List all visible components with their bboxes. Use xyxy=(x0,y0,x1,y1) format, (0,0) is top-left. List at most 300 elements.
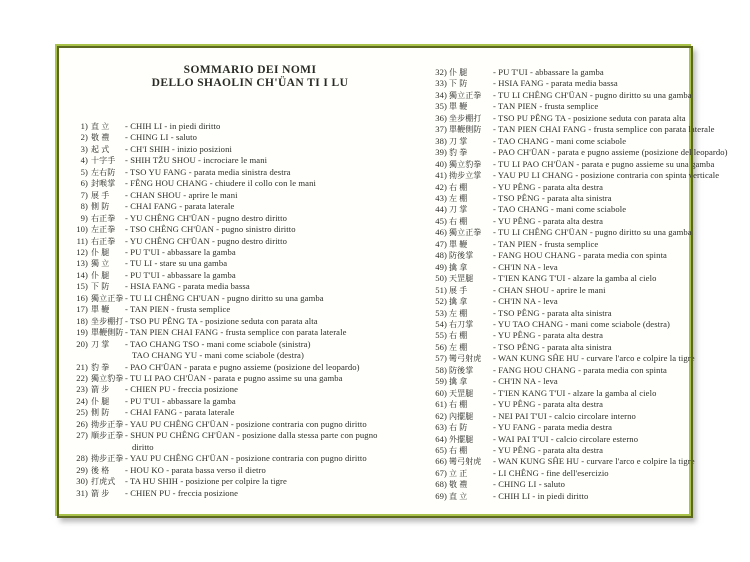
list-item xyxy=(427,136,687,147)
list-item xyxy=(427,308,687,319)
item-chinese-characters: 下 防 xyxy=(449,79,468,89)
item-chinese-characters: 單 鞭 xyxy=(449,239,468,249)
item-text xyxy=(493,136,687,147)
list-item xyxy=(71,476,423,487)
item-romanization-and-translation: - CH'I SHIH - inizio posizioni xyxy=(125,143,232,154)
item-chinese-characters: 彎弓射虎 xyxy=(449,354,482,364)
item-chinese-characters: 後 格 xyxy=(91,465,110,475)
item-text xyxy=(125,373,423,384)
item-text xyxy=(125,453,423,464)
item-chinese-characters: 獨立豹拳 xyxy=(91,373,124,383)
item-romanization-and-translation: - NEI PAI T'UI - calcio circolare interno xyxy=(493,410,636,421)
list-item xyxy=(71,258,423,269)
item-romanization-and-translation: - YAU PU CHÊNG CH'ÜAN - posizione contraria con pugno diritto xyxy=(125,453,367,464)
item-chinese-characters: 豹 拳 xyxy=(91,362,110,372)
item-number: 22) xyxy=(76,372,88,383)
item-text xyxy=(125,339,423,362)
list-item xyxy=(427,216,687,227)
list-item xyxy=(71,293,423,304)
name-list-right-column xyxy=(427,67,728,502)
item-text xyxy=(125,396,423,407)
item-romanization-and-translation: - TU LI - stare su una gamba xyxy=(125,258,228,269)
item-chinese-characters: 刀 掌 xyxy=(449,205,468,215)
item-number: 8) xyxy=(80,201,88,212)
item-romanization-and-translation: - CHING LI - saluto xyxy=(125,132,198,143)
item-text xyxy=(125,258,423,269)
item-text xyxy=(493,113,687,124)
item-text xyxy=(493,330,687,341)
list-item xyxy=(427,113,687,124)
item-number: 17) xyxy=(76,304,88,315)
item-text xyxy=(493,445,687,456)
item-chinese-characters: 擒 拿 xyxy=(449,377,468,387)
list-item xyxy=(427,479,687,490)
item-text xyxy=(493,227,692,238)
item-text xyxy=(125,167,423,178)
item-romanization-and-translation: - YU PÊNG - parata alta destra xyxy=(493,181,604,192)
item-chinese-characters: 右 防 xyxy=(449,423,468,433)
item-text xyxy=(125,201,423,212)
item-romanization-and-translation: - PU T'UI - abbassare la gamba xyxy=(125,246,236,257)
item-romanization-and-translation: - YU PÊNG - parata alta destra xyxy=(493,330,604,341)
item-romanization-and-translation: - TSO PÊNG - parata alta sinistra xyxy=(493,341,612,352)
item-chinese-characters: 箭 步 xyxy=(91,385,110,395)
item-chinese-characters: 拗步正拳 xyxy=(91,454,124,464)
item-romanization-and-translation: - CH'IN NA - leva xyxy=(493,296,558,307)
item-romanization-and-translation: - TU LI PAO CH'ÜAN - parata e pugno assime su una gamba xyxy=(125,372,343,383)
item-romanization-and-translation: - HOU KO - parata bassa verso il dietro xyxy=(125,464,266,475)
item-romanization-and-translation: - SHUN PU CHÊNG CH'ÜAN - posizione dalla stessa parte con pugno xyxy=(125,430,378,441)
item-number: 43) xyxy=(435,192,447,203)
item-chinese-characters: 起 式 xyxy=(91,144,110,154)
item-number: 18) xyxy=(76,315,88,326)
item-chinese-characters: 豹 拳 xyxy=(449,148,468,158)
list-item xyxy=(427,78,687,89)
item-romanization-and-translation: - TA HU SHIH - posizione per colpire la tigre xyxy=(125,476,287,487)
list-item xyxy=(427,342,687,353)
list-item xyxy=(427,399,687,410)
item-number: 68) xyxy=(435,479,447,490)
list-item xyxy=(71,224,423,235)
item-chinese-characters: 右正拳 xyxy=(91,236,116,246)
item-number: 10) xyxy=(76,224,88,235)
list-item xyxy=(71,430,423,453)
item-number: 31) xyxy=(76,487,88,498)
list-item xyxy=(427,296,687,307)
item-text xyxy=(493,273,687,284)
list-item xyxy=(427,170,720,181)
list-item xyxy=(71,419,423,430)
item-text xyxy=(125,465,423,476)
item-chinese-characters: 左 棚 xyxy=(449,308,468,318)
list-item xyxy=(427,147,728,158)
item-number: 57) xyxy=(435,353,447,364)
item-text xyxy=(493,456,695,467)
item-number: 59) xyxy=(435,376,447,387)
item-text xyxy=(493,308,687,319)
item-text xyxy=(493,296,687,307)
item-text xyxy=(125,476,423,487)
item-text xyxy=(493,399,687,410)
item-romanization-and-translation: - YAU PU LI CHANG - posizione contraria con spinta verticale xyxy=(493,170,720,181)
list-item xyxy=(71,178,423,189)
item-romanization-and-translation: - SHIH TŽU SHOU - incrociare le mani xyxy=(125,155,268,166)
item-text xyxy=(493,182,687,193)
list-item xyxy=(427,491,687,502)
list-item xyxy=(71,396,423,407)
item-romanization-and-translation: - T'IEN KANG T'UI - alzare la gamba al cielo xyxy=(493,273,657,284)
item-text xyxy=(125,224,423,235)
item-text xyxy=(125,132,423,143)
item-chinese-characters: 側 防 xyxy=(91,202,110,212)
item-text xyxy=(125,213,423,224)
item-number: 54) xyxy=(435,318,447,329)
item-number: 14) xyxy=(76,269,88,280)
item-romanization-and-translation: - FANG HOU CHANG - parata media con spinta xyxy=(493,250,667,261)
item-number: 23) xyxy=(76,384,88,395)
item-romanization-and-translation: - LI CHÊNG - fine dell'esercizio xyxy=(493,467,609,478)
list-item xyxy=(427,227,692,238)
list-item xyxy=(427,204,687,215)
item-chinese-characters: 擒 拿 xyxy=(449,262,468,272)
item-romanization-and-translation: - TSO PU PÊNG TA - posizione seduta con parata alta xyxy=(125,315,318,326)
list-item xyxy=(71,247,423,258)
item-chinese-characters: 立 正 xyxy=(449,468,468,478)
item-chinese-characters: 敬 禮 xyxy=(91,133,110,143)
item-number: 26) xyxy=(76,418,88,429)
list-item xyxy=(427,468,687,479)
item-text xyxy=(125,270,423,281)
list-item xyxy=(427,89,692,101)
list-item xyxy=(427,353,695,364)
item-number: 55) xyxy=(435,330,447,341)
list-item xyxy=(71,213,423,224)
item-number: 39) xyxy=(435,147,447,158)
item-text xyxy=(493,262,687,273)
item-romanization-and-translation: - FANG HOU CHANG - parata media con spinta xyxy=(493,364,667,375)
list-item xyxy=(427,285,687,296)
list-item xyxy=(427,434,687,445)
item-romanization-and-translation: - TSO PÊNG - parata alta sinistra xyxy=(493,307,612,318)
page-title-line1: SOMMARIO DEI NOMI xyxy=(183,64,317,76)
item-romanization-and-translation: - CHIH LI - in piedi diritto xyxy=(125,121,221,131)
item-chinese-characters: 右 棚 xyxy=(449,182,468,192)
item-chinese-characters: 彎弓射虎 xyxy=(449,457,482,467)
item-text xyxy=(125,293,423,304)
item-text xyxy=(493,170,719,181)
item-number: 65) xyxy=(435,444,447,455)
item-number: 37) xyxy=(435,124,447,135)
item-number: 19) xyxy=(76,327,88,338)
item-chinese-characters: 封喉掌 xyxy=(91,179,116,189)
item-number: 24) xyxy=(76,395,88,406)
item-chinese-characters: 內擺腿 xyxy=(449,411,474,421)
item-text xyxy=(125,430,423,453)
item-chinese-characters: 仆 腿 xyxy=(91,247,110,257)
item-romanization-and-translation: - WAI PAI T'UI - calcio circolare esterno xyxy=(493,433,639,444)
item-romanization-and-translation: - YU PÊNG - parata alta destra xyxy=(493,399,604,410)
list-item xyxy=(427,376,687,387)
item-number: 64) xyxy=(435,433,447,444)
item-chinese-characters: 左 棚 xyxy=(449,193,468,203)
item-chinese-characters: 擒 拿 xyxy=(449,297,468,307)
item-chinese-characters: 右 棚 xyxy=(449,331,468,341)
item-romanization-and-translation: - CHAI FANG - parata laterale xyxy=(125,407,235,418)
item-text xyxy=(493,422,687,433)
item-chinese-characters: 刀 掌 xyxy=(449,136,468,146)
list-item xyxy=(427,330,687,341)
item-text xyxy=(125,488,423,499)
list-item xyxy=(427,67,687,78)
item-number: 32) xyxy=(435,67,447,77)
item-chinese-characters: 展 手 xyxy=(449,285,468,295)
item-romanization-and-translation: - YU CHÊNG CH'ÜAN - pugno destro diritto xyxy=(125,212,288,223)
item-text xyxy=(493,250,687,261)
item-romanization-and-translation: - TAO CHANG - mani come sciabole xyxy=(493,135,627,146)
list-item xyxy=(427,411,687,422)
item-text xyxy=(493,388,687,399)
item-chinese-characters: 直 立 xyxy=(91,122,110,131)
item-chinese-characters: 敬 禮 xyxy=(449,480,468,490)
item-text xyxy=(125,407,423,418)
item-romanization-and-translation: - TSO PU PÊNG TA - posizione seduta con parata alta xyxy=(493,112,686,123)
item-chinese-characters: 拗步正拳 xyxy=(91,419,124,429)
list-item xyxy=(71,362,423,373)
item-text xyxy=(493,239,687,250)
item-chinese-characters: 左 棚 xyxy=(449,342,468,352)
item-romanization-and-translation: - HSIA FANG - parata media bassa xyxy=(493,78,618,89)
item-romanization-and-translation: - TU LI CHÊNG CH'UAN - pugno diritto su una gamba xyxy=(125,292,324,303)
item-romanization-and-translation: - YU FANG - parata media destra xyxy=(493,422,613,433)
item-chinese-characters: 仆 腿 xyxy=(91,396,110,406)
item-number: 16) xyxy=(76,292,88,303)
item-number: 25) xyxy=(76,407,88,418)
item-chinese-characters: 刀 掌 xyxy=(91,339,110,349)
item-chinese-characters: 右 棚 xyxy=(449,400,468,410)
item-romanization-and-translation: - PAO CH'ÜAN - parata e pugno assieme (posizione del leopardo) xyxy=(493,147,728,158)
item-text-continuation: diritto xyxy=(132,441,154,452)
item-romanization-and-translation: - TSO CHÊNG CH'ÜAN - pugno sinistro diritto xyxy=(125,224,296,235)
item-chinese-characters: 下 防 xyxy=(91,282,110,292)
item-chinese-characters: 仆 腿 xyxy=(449,68,468,77)
item-text xyxy=(493,285,687,296)
item-chinese-characters: 天罡腿 xyxy=(449,274,474,284)
list-item xyxy=(71,373,423,384)
item-chinese-characters: 獨立豹拳 xyxy=(449,159,482,169)
item-text xyxy=(493,479,687,490)
item-romanization-and-translation: - CH'IN NA - leva xyxy=(493,376,558,387)
item-chinese-characters: 防後掌 xyxy=(449,365,474,375)
list-item xyxy=(427,158,715,170)
item-text xyxy=(125,121,423,132)
item-chinese-characters: 直 立 xyxy=(449,491,468,501)
item-text xyxy=(493,101,687,112)
item-chinese-characters: 拗步立掌 xyxy=(449,171,482,181)
item-number: 44) xyxy=(435,204,447,215)
item-chinese-characters: 單 鞭 xyxy=(91,305,110,315)
list-item xyxy=(71,384,423,395)
item-text xyxy=(493,342,687,353)
item-romanization-and-translation: - PU T'UI - abbassare la gamba xyxy=(493,67,604,77)
list-item xyxy=(71,167,423,178)
item-romanization-and-translation: - CHIEN PU - freccia posizione xyxy=(125,487,239,498)
list-item xyxy=(71,327,423,338)
item-text xyxy=(125,384,423,395)
item-chinese-characters: 側 防 xyxy=(91,408,110,418)
item-text xyxy=(493,78,687,89)
item-romanization-and-translation: - WAN KUNG SĤE HU - curvare l'arco e colpire la tigre xyxy=(493,353,695,364)
item-text xyxy=(493,411,687,422)
item-romanization-and-translation: - WAN KUNG SĤE HU - curvare l'arco e colpire la tigre xyxy=(493,456,695,467)
item-chinese-characters: 坐步棚打 xyxy=(91,316,124,326)
list-item xyxy=(71,281,423,292)
document-page xyxy=(55,44,728,516)
item-romanization-and-translation: - PU T'UI - abbassare la gamba xyxy=(125,395,236,406)
item-number: 6) xyxy=(80,178,88,189)
item-number: 41) xyxy=(435,170,447,181)
page-title xyxy=(85,64,415,90)
item-text xyxy=(125,419,423,430)
item-romanization-and-translation: - TAO CHANG TSO - mani come sciabole (sinistra) xyxy=(125,338,311,349)
item-number: 35) xyxy=(435,101,447,112)
list-item xyxy=(71,201,423,212)
list-item xyxy=(71,121,423,132)
item-number: 53) xyxy=(435,307,447,318)
item-text xyxy=(493,193,687,204)
item-number: 34) xyxy=(435,89,447,100)
item-romanization-and-translation: - CHIEN PU - freccia posizione xyxy=(125,384,239,395)
list-item xyxy=(427,365,687,376)
item-romanization-and-translation: - YU PÊNG - parata alta destra xyxy=(493,444,604,455)
item-text xyxy=(493,434,687,445)
list-item xyxy=(71,465,423,476)
list-item xyxy=(427,319,687,330)
item-number: 33) xyxy=(435,78,447,89)
item-romanization-and-translation: - TAN PIEN - frusta semplice xyxy=(493,101,599,112)
item-text xyxy=(493,491,687,502)
item-number: 66) xyxy=(435,456,447,467)
list-item xyxy=(427,239,687,250)
list-item xyxy=(427,456,695,467)
item-romanization-and-translation: - PU T'UI - abbassare la gamba xyxy=(125,269,236,280)
list-item xyxy=(71,407,423,418)
item-chinese-characters: 打虎式 xyxy=(91,477,116,487)
item-text xyxy=(125,362,423,373)
item-chinese-characters: 右 棚 xyxy=(449,216,468,226)
item-text xyxy=(125,144,423,155)
item-number: 5) xyxy=(80,166,88,177)
list-item xyxy=(427,422,687,433)
item-romanization-and-translation: - TU LI CHÊNG CH'ÜAN - pugno diritto su una gamba xyxy=(493,89,692,100)
item-text xyxy=(493,159,714,170)
item-text xyxy=(493,67,687,78)
item-chinese-characters: 右正拳 xyxy=(91,213,116,223)
item-number: 12) xyxy=(76,246,88,257)
list-item xyxy=(71,316,423,327)
item-romanization-and-translation: - CHAI FANG - parata laterale xyxy=(125,201,235,212)
list-item xyxy=(71,453,423,464)
item-chinese-characters: 左正拳 xyxy=(91,225,116,235)
item-text xyxy=(493,216,687,227)
item-number: 46) xyxy=(435,227,447,238)
item-number: 51) xyxy=(435,284,447,295)
item-chinese-characters: 單 鞭 xyxy=(449,102,468,112)
item-text xyxy=(493,319,687,330)
list-item xyxy=(427,193,687,204)
item-chinese-characters: 展 手 xyxy=(91,190,110,200)
item-romanization-and-translation: - CHAN SHOU - aprire le mani xyxy=(125,189,238,200)
item-romanization-and-translation: - YAU PU CHÊNG CH'ÜAN - posizione contraria con pugno diritto xyxy=(125,418,367,429)
item-romanization-and-translation: - TAN PIEN - frusta semplice xyxy=(493,238,599,249)
item-romanization-and-translation: - HSIA FANG - parata media bassa xyxy=(125,281,250,292)
item-text xyxy=(125,236,423,247)
item-romanization-and-translation: - TAO CHANG - mani come sciabole xyxy=(493,204,627,215)
item-romanization-and-translation: - CH'IN NA - leva xyxy=(493,261,558,272)
item-romanization-and-translation: - YU TAO CHANG - mani come sciabole (destra) xyxy=(493,318,670,329)
item-text xyxy=(125,316,423,327)
item-chinese-characters: 獨立正拳 xyxy=(91,293,124,303)
item-text xyxy=(493,147,728,158)
item-number: 67) xyxy=(435,467,447,478)
item-number: 38) xyxy=(435,135,447,146)
item-chinese-characters: 單鞭側防 xyxy=(91,328,124,338)
item-number: 27) xyxy=(76,430,88,441)
item-number: 40) xyxy=(435,158,447,169)
item-number: 48) xyxy=(435,250,447,261)
list-item xyxy=(71,144,423,155)
item-romanization-and-translation: - TU LI PAO CH'ÜAN - parata e pugno assieme su una gamba xyxy=(493,158,715,169)
item-chinese-characters: 左右防 xyxy=(91,167,116,177)
item-chinese-characters: 仆 腿 xyxy=(91,270,110,280)
item-number: 13) xyxy=(76,258,88,269)
item-text xyxy=(125,304,423,315)
item-romanization-and-translation: - FÊNG HOU CHANG - chiudere il collo con le mani xyxy=(125,178,316,189)
item-number: 29) xyxy=(76,464,88,475)
item-number: 49) xyxy=(435,261,447,272)
item-romanization-and-translation: - T'IEN KANG T'UI - alzare la gamba al cielo xyxy=(493,387,657,398)
item-romanization-and-translation: - TSO YU FANG - parata media sinistra destra xyxy=(125,166,291,177)
item-number: 20) xyxy=(76,338,88,349)
item-text xyxy=(493,124,714,135)
list-item xyxy=(71,339,423,362)
item-romanization-and-translation: - PAO CH'ÜAN - parata e pugno assieme (posizione del leopardo) xyxy=(125,361,360,372)
item-number: 28) xyxy=(76,453,88,464)
item-romanization-and-translation: - TAN PIEN CHAI FANG - frusta semplice con parata laterale xyxy=(125,327,347,338)
item-number: 50) xyxy=(435,273,447,284)
item-chinese-characters: 坐步棚打 xyxy=(449,113,482,123)
item-chinese-characters: 順步正拳 xyxy=(91,431,124,441)
item-number: 36) xyxy=(435,112,447,123)
item-chinese-characters: 防後掌 xyxy=(449,251,474,261)
list-item xyxy=(71,236,423,247)
item-text xyxy=(493,353,695,364)
name-list-left-column xyxy=(71,121,423,499)
item-number: 47) xyxy=(435,238,447,249)
list-item xyxy=(427,101,687,112)
item-text xyxy=(493,204,687,215)
item-text xyxy=(493,468,687,479)
list-item xyxy=(427,124,715,135)
item-number: 61) xyxy=(435,399,447,410)
item-text xyxy=(125,190,423,201)
item-romanization-and-translation: - TSO PÊNG - parata alta sinistra xyxy=(493,192,612,203)
item-number: 7) xyxy=(80,189,88,200)
item-number: 56) xyxy=(435,341,447,352)
item-romanization-and-translation: - TU LI CHÊNG CH'ÜAN - pugno diritto su una gamba xyxy=(493,227,692,238)
item-chinese-characters: 箭 步 xyxy=(91,488,110,498)
page-title-line2: DELLO SHAOLIN CH'ÜAN TI I LU xyxy=(151,77,349,89)
item-chinese-characters: 獨立正拳 xyxy=(449,228,482,238)
